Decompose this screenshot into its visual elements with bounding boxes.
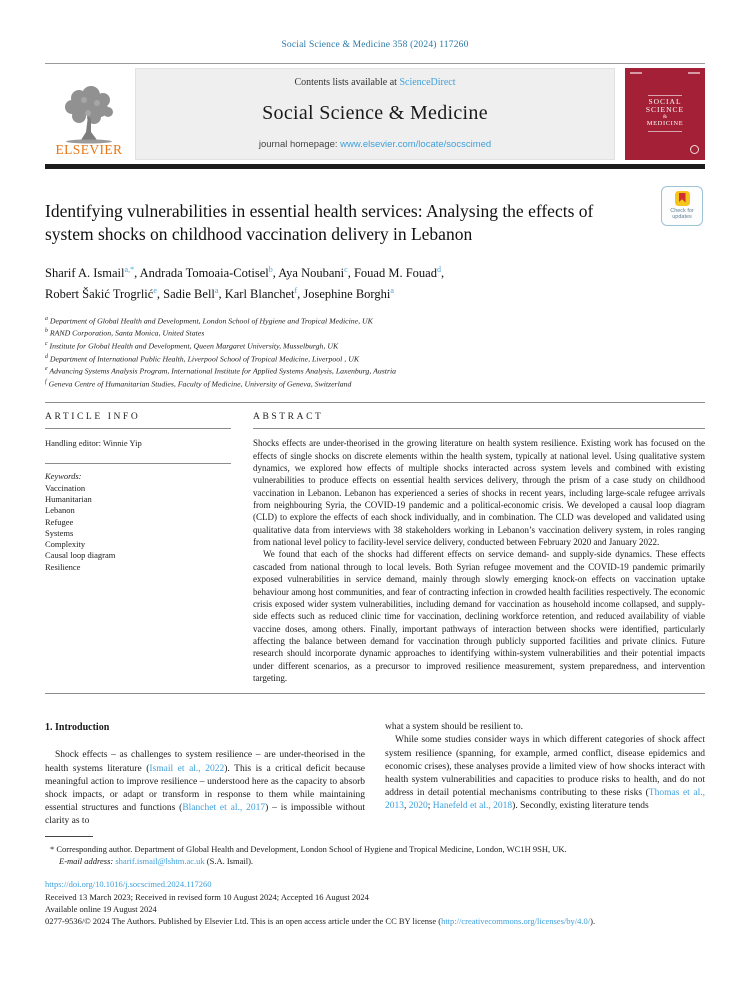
elsevier-logo	[45, 68, 133, 160]
keyword: Causal loop diagram	[45, 550, 116, 561]
article-info-heading: ARTICLE INFO	[45, 412, 141, 423]
affiliation: $^b$ RAND Corporation, Santa Monica, United States	[45, 328, 205, 338]
author-list	[45, 261, 705, 304]
journal-homepage-link[interactable]: www.elsevier.com/locate/socscimed	[340, 139, 492, 150]
affiliation: $^a$ Department of Global Health and Development, London School of Hygiene and Tropical Medicine, UK	[45, 315, 373, 326]
author-row-2: Robert Šakić Trogrlić$^e$, Sadie Bell$^a$, Karl Blanchet$^f$, Josephine Borghi$^a$	[45, 286, 394, 302]
intro-paragraph-3: While some studies consider ways in which different categories of shock affect system resilience (spanning, for example, armed conflict, disease epidemics and economic crises), these analyses provide a limited view of how shocks interact with health system vulnerabilities and capacities to produce risks to health, and do not address in detail potential mechanisms contributing to these risks (Thomas et al., 2013, 2020; Hanefeld et al., 2018). Secondly, existing literature tends	[385, 735, 705, 812]
corresponding-author-note: * Corresponding author. Department of Global Health and Development, London School of Hygiene and Tropical Medicine, London, WC1H 9SH, UK.	[50, 844, 567, 854]
elsevier-wordmark: ELSEVIER	[55, 142, 123, 157]
intro-paragraph-1: Shock effects – as challenges to system resilience – are under-theorised in the health systems literature (Ismail et al., 2022). This is a critical deficit because meaningful action to improve resilience – understood here as the capacity to absorb shock impacts, or adapt or transform in response to them while maintaining essential structures and functions (Blanchet et al., 2017) – is impossible without clarity as to	[45, 750, 366, 827]
citation-link-thomas-2020[interactable]: 2020	[408, 801, 428, 812]
citation-link-blanchet-2017[interactable]: Blanchet et al., 2017	[182, 803, 266, 814]
homepage-line: journal homepage: www.elsevier.com/locate/socscimed	[258, 139, 492, 150]
abstract-text	[253, 429, 705, 684]
citation-link-thomas-2013[interactable]: Thomas et al., 2013	[385, 788, 705, 812]
email-line: E-mail address: sharif.ismail@lshtm.ac.uk (S.A. Ismail).	[59, 856, 254, 866]
affiliation-list	[45, 314, 705, 390]
introduction-section	[45, 721, 705, 828]
masthead-rule	[45, 164, 705, 169]
intro-paragraph-2: what a system should be resilient to.	[385, 722, 523, 733]
journal-title: Social Science & Medicine	[262, 102, 488, 124]
elsevier-tree-icon	[57, 86, 121, 144]
available-online: Available online 19 August 2024	[45, 904, 157, 914]
copyright-line: 0277-9536/© 2024 The Authors. Published by Elsevier Ltd. This is an open access article under the CC BY license (http://creativecommons.org/licenses/by/4.0/).	[45, 916, 596, 926]
intro-right-column	[385, 721, 705, 828]
intro-left-column	[45, 721, 365, 828]
keyword: Refugee	[45, 516, 74, 527]
journal-masthead	[45, 68, 705, 160]
citation-link-ismail-2022[interactable]: Ismail et al., 2022	[149, 763, 225, 774]
top-divider	[45, 63, 705, 64]
keyword: Vaccination	[45, 482, 86, 493]
affiliation: $^e$ Advancing Systems Analysis Program, International Institute for Applied Systems Analysis, Laxenburg, Austria	[45, 366, 397, 376]
abstract-paragraph-2: We found that each of the shocks had different effects on service demand- and supply-side dynamics. These effects cascaded from national through to local levels. Both Syrian refugee movement and the COVID-19 pandemic primarily exposed vulnerabilities in service demand, mainly through slowly emerging knock-on effects on vaccination uptake behaviour among host communities, and fear of contracting infection in crowded health facilities respectively. The economic crisis exposed wider system vulnerabilities, including demand for vaccination as household income collapsed, and supply-side effects such as reduced clinic time for vaccination, declining workforce retention, and reduced availability of viable vaccine doses, among others. Finally, important pathways of interaction between shocks were identified, particularly affecting the balance between demand for vaccination through publicly supported facilities and private clinics. Future research should incorporate dynamic approaches to identifying within-system vulnerabilities and their potential impacts under different scenarios, as a precursor to improved resilience measurement, system preparedness, and intervention targeting.	[253, 549, 705, 683]
citation-link-hanefeld-2018[interactable]: Hanefeld et al., 2018	[432, 801, 513, 812]
abstract-heading: ABSTRACT	[253, 412, 324, 423]
keyword: Systems	[45, 527, 74, 538]
cover-title: SOCIAL SCIENCE & MEDICINE	[646, 92, 684, 134]
contents-line: Contents lists available at ScienceDirect	[294, 77, 456, 88]
author-row-1: Sharif A. Ismail$^{a,*}$, Andrada Tomoaia-Cotisel$^b$, Aya Noubani$^c$, Fouad M. Fouad$^d$,	[45, 264, 445, 280]
affiliation: $^d$ Department of International Public Health, Liverpool School of Tropical Medicine, Liverpool , UK	[45, 353, 360, 364]
check-badge-label: Check for updates	[670, 207, 694, 220]
keyword: Humanitarian	[45, 493, 92, 504]
affiliation: $^f$ Geneva Centre of Humanitarian Studies, Faculty of Medicine, University of Geneva, Switzerland	[45, 378, 352, 389]
email-link[interactable]: sharif.ismail@lshtm.ac.uk	[113, 856, 205, 866]
abstract-bottom-divider	[45, 693, 705, 694]
doi-link[interactable]: https://doi.org/10.1016/j.socscimed.2024.117260	[45, 879, 212, 889]
masthead-panel	[135, 68, 615, 160]
cover-seal-icon	[690, 145, 699, 154]
check-for-updates-badge[interactable]	[661, 186, 703, 226]
footnote-divider	[45, 836, 93, 837]
abstract-paragraph-1: Shocks effects are under-theorised in the growing literature on health system resilience. Existing work has focused on the effects of single shocks on discrete elements within the health system, typically at national level. Using qualitative system dynamics, we explored how effects of multiple shocks interacted across system levels and combined with existing vulnerabilities to produce effects on essential health services delivery, through the prism of a case study on childhood vaccination in Lebanon. Lebanon has experienced a series of shocks in recent years, including large-scale refugee arrivals from neighbouring Syria, the COVID-19 pandemic and a political-economic crisis. We developed a causal loop diagram (CLD) to explore the effects of each shock individually, and in combination. The CLD was developed and validated using qualitative data from interviews with 38 stakeholders working in Lebanon’s vaccination delivery system, in roles ranging from national level policy to facility-level service delivery, conducted between February 2020 and January 2022.	[253, 438, 705, 548]
keyword: Complexity	[45, 539, 86, 550]
abstract-column	[253, 403, 705, 684]
handling-editor: Handling editor: Winnie Yip	[45, 438, 142, 449]
cc-license-link[interactable]: http://creativecommons.org/licenses/by/4.0/	[441, 916, 591, 926]
keywords-label: Keywords:	[45, 471, 82, 482]
keyword: Lebanon	[45, 505, 75, 516]
received-dates: Received 13 March 2023; Received in revised form 10 August 2024; Accepted 16 August 2024	[45, 892, 369, 902]
page-footer	[45, 836, 705, 927]
keyword: Resilience	[45, 561, 81, 572]
paper-title: Identifying vulnerabilities in essential health services: Analysing the effects of system shocks on childhood vaccination delivery in Lebanon	[45, 200, 594, 244]
journal-citation-header: Social Science & Medicine 358 (2024) 117260	[281, 40, 469, 50]
introduction-heading: 1. Introduction	[45, 722, 110, 734]
keywords-block	[45, 464, 231, 573]
journal-cover-thumbnail	[625, 68, 705, 160]
article-info-column	[45, 403, 231, 684]
sciencedirect-link[interactable]: ScienceDirect	[399, 77, 456, 88]
cover-decorations	[630, 72, 700, 74]
affiliation: $^c$ Institute for Global Health and Development, Queen Margaret University, Musselburgh, UK	[45, 341, 339, 351]
crossmark-bookmark-icon	[675, 191, 690, 206]
